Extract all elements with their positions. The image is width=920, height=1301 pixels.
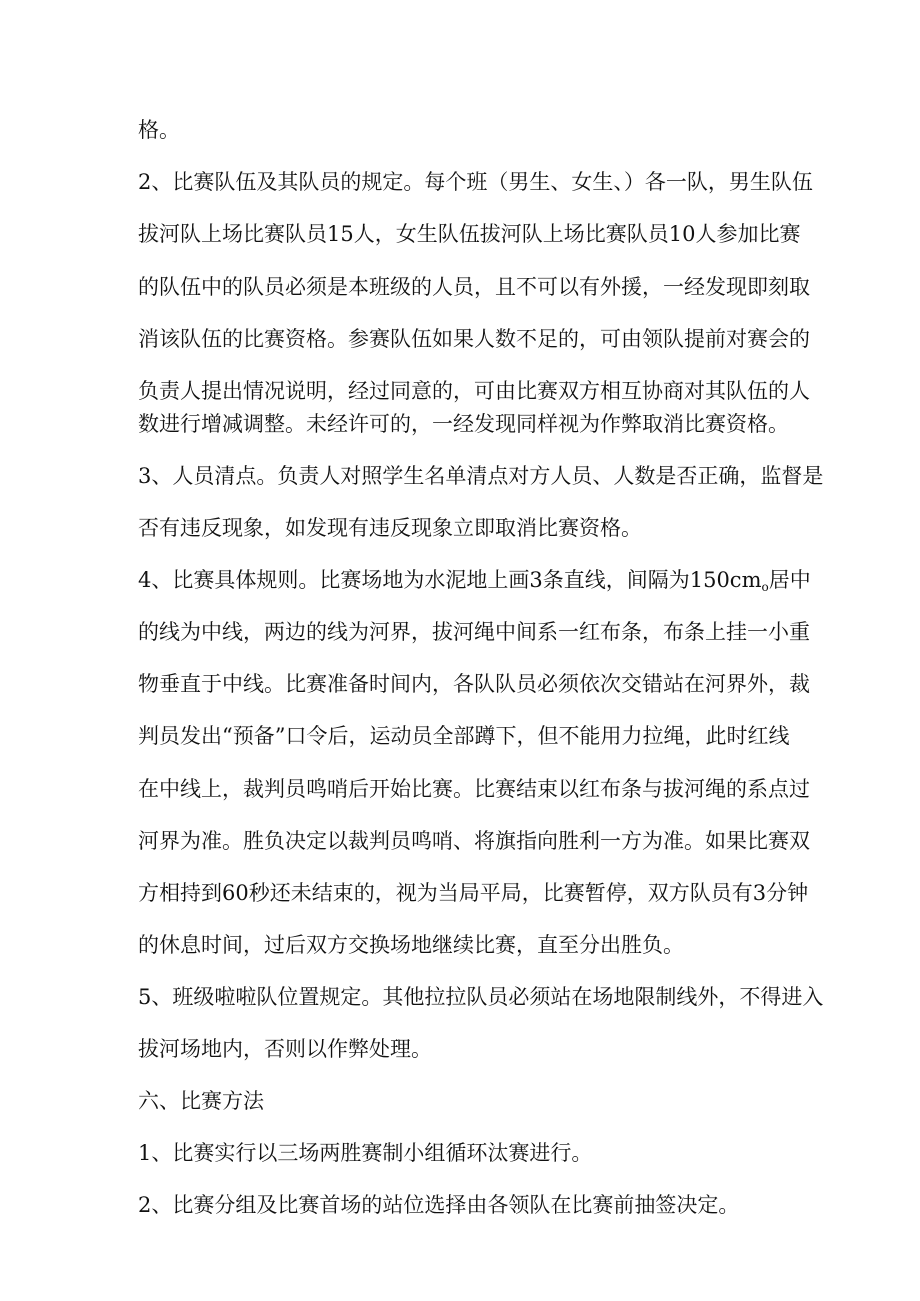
paragraph-line: 拔河队上场比赛队员15人，女生队伍拔河队上场比赛队员10人参加比赛 (138, 222, 801, 246)
paragraph-line: 格。 (138, 118, 180, 142)
paragraph-line: 消该队伍的比赛资格。参赛队伍如果人数不足的，可由领队提前对赛会的 (138, 327, 810, 351)
unit-subscript: o (761, 580, 769, 594)
paragraph-line: 河界为准。胜负决定以裁判员鸣哨、将旗指向胜利一方为准。如果比赛双 (138, 829, 810, 853)
paragraph-line: 2、比赛分组及比赛首场的站位选择由各领队在比赛前抽签决定。 (138, 1193, 740, 1217)
section-heading: 六、比赛方法 (138, 1089, 264, 1113)
paragraph-line: 2、比赛队伍及其队员的规定。每个班（男生、女生、）各一队，男生队伍 (138, 170, 813, 194)
paragraph-line: 的线为中线，两边的线为河界，拔河绳中间系一红布条，布条上挂一小重 (138, 620, 810, 644)
paragraph-line: 判员发出“预备”口令后，运动员全部蹲下，但不能用力拉绳，此时红线 (138, 724, 790, 748)
paragraph-line: 的队伍中的队员必须是本班级的人员，且不可以有外援，一经发现即刻取 (138, 275, 810, 299)
paragraph-line-text: 4、比赛具体规则。比赛场地为水泥地上画3条直线，间隔为150cm (138, 568, 762, 592)
paragraph-line: 负责人提出情况说明，经过同意的，可由比赛双方相互协商对其队伍的人 (138, 379, 810, 403)
paragraph-line: 1、比赛实行以三场两胜赛制小组循环汰赛进行。 (138, 1141, 593, 1165)
paragraph-line: 方相持到60秒还未结束的，视为当局平局，比赛暂停，双方队员有3分钟 (138, 881, 809, 905)
paragraph-line: 否有违反现象，如发现有违反现象立即取消比赛资格。 (138, 516, 642, 540)
paragraph-line-text: 居中 (768, 568, 811, 592)
paragraph-line: 在中线上，裁判员鸣哨后开始比赛。比赛结束以红布条与拔河绳的系点过 (138, 777, 810, 801)
paragraph-line: 数进行增减调整。未经许可的，一经发现同样视为作弊取消比赛资格。 (138, 412, 789, 436)
paragraph-line: 3、人员清点。负责人对照学生名单清点对方人员、人数是否正确，监督是 (138, 464, 824, 488)
paragraph-line: 拔河场地内，否则以作弊处理。 (138, 1037, 432, 1061)
paragraph-line: 的休息时间，过后双方交换场地继续比赛，直至分出胜负。 (138, 933, 684, 957)
paragraph-line: 5、班级啦啦队位置规定。其他拉拉队员必须站在场地限制线外，不得进入 (138, 985, 824, 1009)
paragraph-line (138, 568, 811, 594)
paragraph-line: 物垂直于中线。比赛准备时间内，各队队员必须依次交错站在河界外，裁 (138, 672, 810, 696)
